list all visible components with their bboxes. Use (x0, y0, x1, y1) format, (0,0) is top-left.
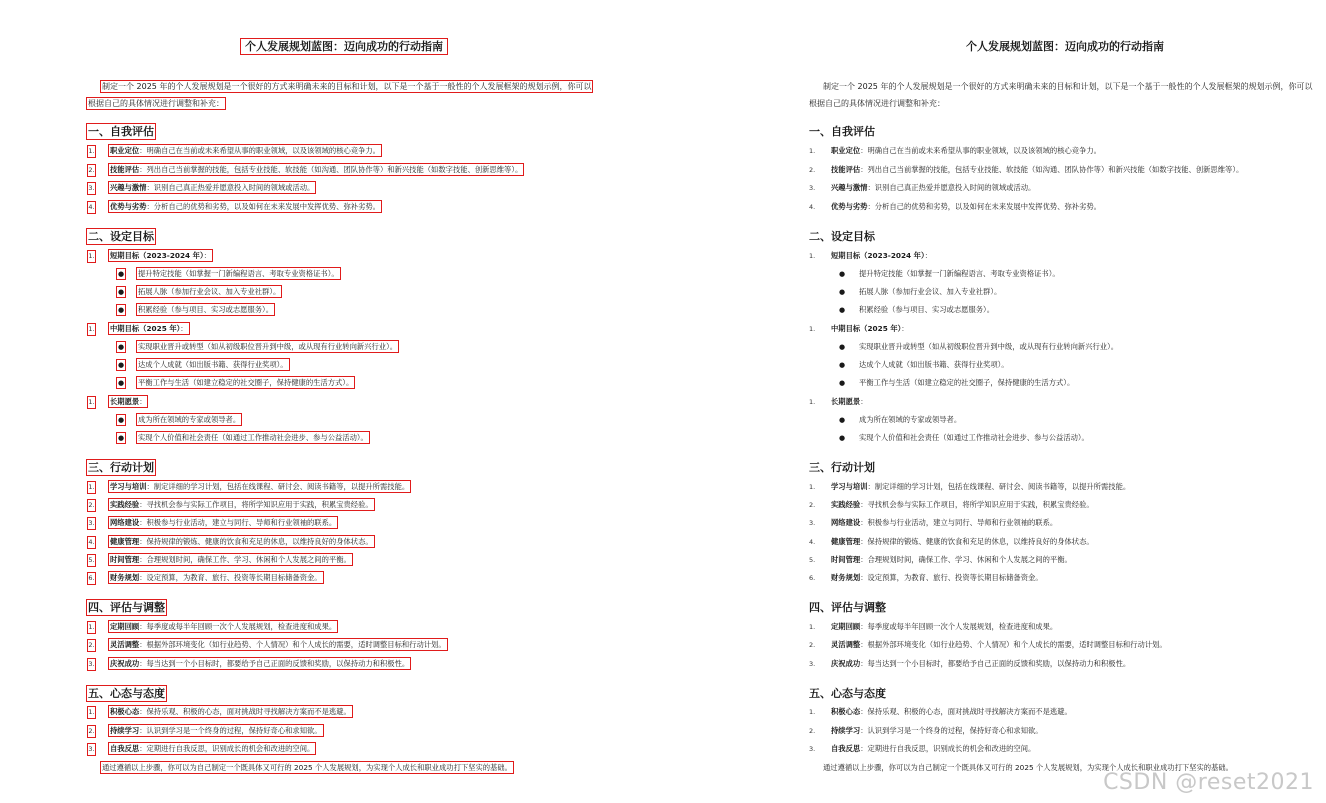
list-item: 6. 财务规划：设定预算，为教育、旅行、投资等长期目标储备资金。 (809, 573, 1043, 582)
section-heading: 一、自我评估 (809, 125, 875, 138)
list-item: 4. 健康管理：保持规律的锻炼、健康的饮食和充足的休息，以维持良好的身体状态。 (88, 537, 373, 546)
bullet-item: ● 提升特定技能（如掌握一门新编程语言、考取专业资格证书）。 (839, 269, 1060, 278)
list-item: 2. 实践经验：寻找机会参与实际工作项目，将所学知识应用于实践，积累宝贵经验。 (88, 500, 373, 509)
list-item: 2. 持续学习：认识到学习是一个终身的过程，保持好奇心和求知欲。 (88, 726, 322, 735)
bullet-item: ● 平衡工作与生活（如建立稳定的社交圈子，保持健康的生活方式）。 (118, 378, 354, 387)
list-item: 3. 兴趣与激情：识别自己真正热爱并愿意投入时间的领域或活动。 (809, 183, 1036, 192)
bullet-item: ● 实现个人价值和社会责任（如通过工作推动社会进步、参与公益活动）。 (118, 433, 368, 442)
list-item: 3. 自我反思：定期进行自我反思，识别成长的机会和改进的空间。 (809, 744, 1036, 753)
list-item: 1. 职业定位：明确自己在当前或未来希望从事的职业领域，以及该领域的核心竞争力。 (809, 146, 1101, 155)
list-item: 2. 实践经验：寻找机会参与实际工作项目，将所学知识应用于实践，积累宝贵经验。 (809, 500, 1094, 509)
bullet-item: ● 平衡工作与生活（如建立稳定的社交圈子，保持健康的生活方式）。 (839, 378, 1075, 387)
list-item: 1. 中期目标（2025 年）： (809, 324, 909, 333)
bullet-item: ● 拓展人脉（参加行业会议、加入专业社群）。 (118, 287, 281, 296)
bullet-item: ● 达成个人成就（如出版书籍、获得行业奖项）。 (118, 360, 288, 369)
list-item: 2. 技能评估：列出自己当前掌握的技能，包括专业技能、软技能（如沟通、团队协作等）和新兴技能（如数字技能、创新思维等）。 (809, 165, 1244, 174)
section-heading: 二、设定目标 (88, 230, 154, 243)
list-item: 1. 长期愿景： (809, 397, 868, 406)
list-item: 1. 短期目标（2023-2024 年）： (88, 251, 211, 260)
bullet-item: ● 实现职业晋升或转型（如从初级职位晋升到中级，或从现有行业转向新兴行业）。 (839, 342, 1119, 351)
intro-paragraph: 制定一个 2025 年的个人发展规划是一个很好的方式来明确未来的目标和计划，以下是一个基于一般性的个人发展框架的规划示例，你可以根据自己的具体情况进行调整和补充： (88, 82, 592, 108)
page-title: 个人发展规划蓝图：迈向成功的行动指南 (966, 40, 1164, 53)
section-heading: 五、心态与态度 (88, 687, 165, 700)
bullet-item: ● 提升特定技能（如掌握一门新编程语言、考取专业资格证书）。 (118, 269, 339, 278)
bullet-item: ● 达成个人成就（如出版书籍、获得行业奖项）。 (839, 360, 1009, 369)
list-item: 1. 长期愿景： (88, 397, 147, 406)
list-item: 5. 时间管理：合理规划时间，确保工作、学习、休闲和个人发展之间的平衡。 (88, 555, 351, 564)
list-item: 3. 庆祝成功：每当达到一个小目标时，都要给予自己正面的反馈和奖励，以保持动力和积极性。 (88, 659, 410, 668)
list-item: 1. 积极心态：保持乐观、积极的心态，面对挑战时寻找解决方案而不是逃避。 (88, 707, 351, 716)
watermark: CSDN @reset2021 (1103, 770, 1314, 795)
closing-paragraph: 通过遵循以上步骤，你可以为自己制定一个既具体又可行的 2025 个人发展规划，为实现个人成长和职业成功打下坚实的基础。 (823, 763, 1233, 772)
section-heading: 三、行动计划 (809, 461, 875, 474)
closing-paragraph: 通过遵循以上步骤，你可以为自己制定一个既具体又可行的 2025 个人发展规划，为实现个人成长和职业成功打下坚实的基础。 (102, 763, 512, 772)
bullet-item: ● 实现个人价值和社会责任（如通过工作推动社会进步、参与公益活动）。 (839, 433, 1089, 442)
section-heading: 四、评估与调整 (809, 601, 886, 614)
list-item: 3. 庆祝成功：每当达到一个小目标时，都要给予自己正面的反馈和奖励，以保持动力和积极性。 (809, 659, 1131, 668)
bullet-item: ● 积累经验（参与项目、实习或志愿服务）。 (839, 305, 994, 314)
list-item: 2. 灵活调整：根据外部环境变化（如行业趋势、个人情况）和个人成长的需要，适时调整目标和行动计划。 (809, 640, 1167, 649)
list-item: 6. 财务规划：设定预算，为教育、旅行、投资等长期目标储备资金。 (88, 573, 322, 582)
list-item: 1. 定期回顾：每季度或每半年回顾一次个人发展规划，检查进度和成果。 (809, 622, 1058, 631)
list-item: 2. 灵活调整：根据外部环境变化（如行业趋势、个人情况）和个人成长的需要，适时调整目标和行动计划。 (88, 640, 446, 649)
intro-paragraph: 制定一个 2025 年的个人发展规划是一个很好的方式来明确未来的目标和计划，以下是一个基于一般性的个人发展框架的规划示例，你可以根据自己的具体情况进行调整和补充： (809, 82, 1313, 108)
list-item: 3. 网络建设：积极参与行业活动，建立与同行、导师和行业领袖的联系。 (809, 518, 1058, 527)
section-heading: 一、自我评估 (88, 125, 154, 138)
list-item: 4. 优势与劣势：分析自己的优势和劣势，以及如何在未来发展中发挥优势、弥补劣势。 (809, 202, 1101, 211)
bullet-item: ● 实现职业晋升或转型（如从初级职位晋升到中级，或从现有行业转向新兴行业）。 (118, 342, 398, 351)
list-item: 1. 定期回顾：每季度或每半年回顾一次个人发展规划，检查进度和成果。 (88, 622, 337, 631)
list-item: 5. 时间管理：合理规划时间，确保工作、学习、休闲和个人发展之间的平衡。 (809, 555, 1072, 564)
bullet-item: ● 积累经验（参与项目、实习或志愿服务）。 (118, 305, 273, 314)
list-item: 1. 中期目标（2025 年）： (88, 324, 188, 333)
list-item: 2. 技能评估：列出自己当前掌握的技能，包括专业技能、软技能（如沟通、团队协作等）和新兴技能（如数字技能、创新思维等）。 (88, 165, 523, 174)
bullet-item: ● 成为所在领域的专家或领导者。 (118, 415, 241, 424)
list-item: 1. 职业定位：明确自己在当前或未来希望从事的职业领域，以及该领域的核心竞争力。 (88, 146, 380, 155)
page-title: 个人发展规划蓝图：迈向成功的行动指南 (84, 39, 604, 55)
section-heading: 二、设定目标 (809, 230, 875, 243)
list-item: 1. 短期目标（2023-2024 年）： (809, 251, 932, 260)
list-item: 2. 持续学习：认识到学习是一个终身的过程，保持好奇心和求知欲。 (809, 726, 1043, 735)
section-heading: 三、行动计划 (88, 461, 154, 474)
bullet-item: ● 成为所在领域的专家或领导者。 (839, 415, 962, 424)
annotated-page (84, 0, 604, 803)
section-heading: 四、评估与调整 (88, 601, 165, 614)
list-item: 4. 健康管理：保持规律的锻炼、健康的饮食和充足的休息，以维持良好的身体状态。 (809, 537, 1094, 546)
bullet-item: ● 拓展人脉（参加行业会议、加入专业社群）。 (839, 287, 1002, 296)
list-item: 1. 学习与培训：制定详细的学习计划，包括在线课程、研讨会、阅读书籍等，以提升所需技能。 (88, 482, 410, 491)
list-item: 1. 积极心态：保持乐观、积极的心态，面对挑战时寻找解决方案而不是逃避。 (809, 707, 1072, 716)
clean-page (805, 0, 1325, 803)
list-item: 3. 兴趣与激情：识别自己真正热爱并愿意投入时间的领域或活动。 (88, 183, 315, 192)
list-item: 1. 学习与培训：制定详细的学习计划，包括在线课程、研讨会、阅读书籍等，以提升所需技能。 (809, 482, 1131, 491)
list-item: 3. 自我反思：定期进行自我反思，识别成长的机会和改进的空间。 (88, 744, 315, 753)
list-item: 4. 优势与劣势：分析自己的优势和劣势，以及如何在未来发展中发挥优势、弥补劣势。 (88, 202, 380, 211)
section-heading: 五、心态与态度 (809, 687, 886, 700)
list-item: 3. 网络建设：积极参与行业活动，建立与同行、导师和行业领袖的联系。 (88, 518, 337, 527)
